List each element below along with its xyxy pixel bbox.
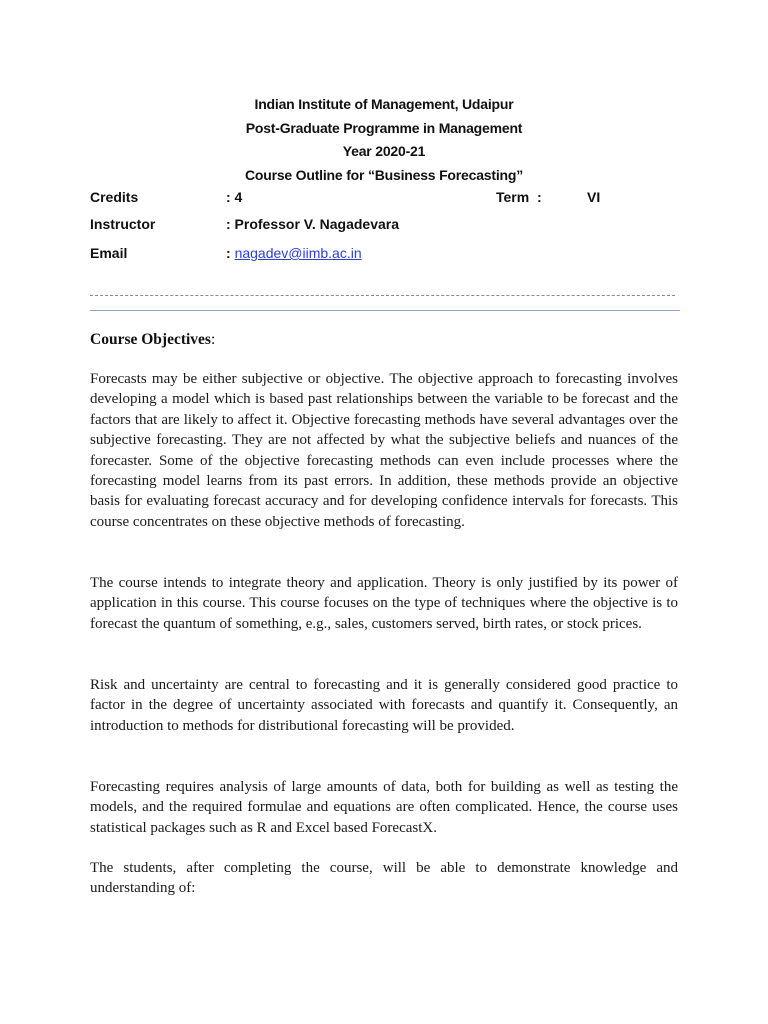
instructor-row <box>90 214 690 234</box>
paragraph-objective-forecasting: Forecasts may be either subjective or objective. The objective approach to forecasting involves developing a model which is based past relationships between the variable to be forecast and the factors that are likely to affect it. Objective forecasting methods have several advantages over the subjective forecasting. They are not affected by what the subjective beliefs and nuances of the forecaster. Some of the objective forecasting methods can even include processes where the forecasting model learns from its past errors. In addition, these methods provide an objective basis for evaluating forecast accuracy and for developing confidence intervals for forecasts. This course concentrates on these objective methods of forecasting. <box>90 371 678 530</box>
document-header <box>0 93 768 187</box>
course-objectives-heading <box>90 331 215 349</box>
horizontal-rule <box>90 310 680 311</box>
course-outline-title: Course Outline for “Business Forecasting” <box>244 166 524 183</box>
email-prefix: : <box>226 245 235 261</box>
academic-year: Year 2020-21 <box>342 143 426 159</box>
instructor-label: Instructor <box>90 216 156 232</box>
programme-name: Post-Graduate Programme in Management <box>245 119 523 136</box>
instructor-value: : Professor V. Nagadevara <box>226 216 400 232</box>
paragraph-theory-application: The course intends to integrate theory and application. Theory is only justified by its power of application in this course. This course focuses on the type of techniques where the objective is to forecast the quantum of something, e.g., sales, customers served, birth rates, or stock prices. <box>90 575 678 632</box>
email-link[interactable]: nagadev@iimb.ac.in <box>234 245 362 261</box>
section-title-text: Course Objectives <box>90 331 211 348</box>
email-value <box>226 243 362 263</box>
term-label: Term : <box>496 189 542 205</box>
term-value: VI <box>587 189 601 205</box>
section-title-colon: : <box>210 331 216 348</box>
institute-name: Indian Institute of Management, Udaipur <box>254 96 514 112</box>
paragraph-risk-uncertainty: Risk and uncertainty are central to forecasting and it is generally considered good practice to factor in the degree of uncertainty associated with forecasts and quantify it. Consequently, an introduction to methods for distributional forecasting will be provided. <box>90 677 678 734</box>
email-label: Email <box>90 245 128 261</box>
dashed-divider <box>90 295 675 296</box>
credits-row <box>90 187 690 207</box>
credits-label: Credits <box>90 189 139 205</box>
paragraph-statistical-packages: Forecasting requires analysis of large amounts of data, both for building as well as testing the models, and the required formulae and equations are often complicated. Hence, the course uses statistical packages such as R and Excel based ForecastX. <box>90 779 678 836</box>
email-row <box>90 243 690 263</box>
credits-value: : 4 <box>226 189 243 205</box>
paragraph-learning-outcomes: The students, after completing the course, will be able to demonstrate knowledge and understanding of: <box>90 860 678 897</box>
